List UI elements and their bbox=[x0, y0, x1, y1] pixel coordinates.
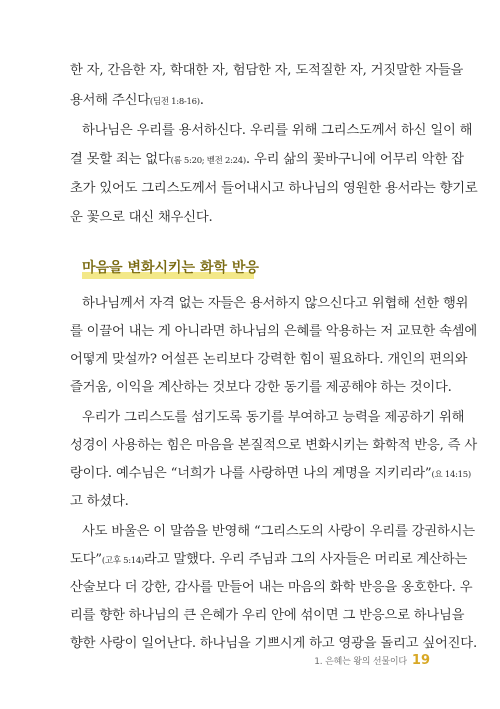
scripture-reference: (고후 5:14) bbox=[101, 556, 145, 566]
paragraph-5-line-5: 향한 사랑이 일어난다. 하나님을 기쁘시게 하고 영광을 돌리고 싶어진다. bbox=[70, 636, 477, 651]
scripture-reference: (롬 5:20; 벧전 2:24) bbox=[170, 156, 246, 166]
paragraph-3-line-2: 를 이끌어 내는 게 아니라면 하나님의 은혜를 악용하는 저 교묘한 속셈에 bbox=[70, 324, 477, 339]
paragraph-3-line-3: 어떻게 맞설까? 어설픈 논리보다 강력한 힘이 필요하다. 개인의 편의와 bbox=[70, 352, 468, 367]
scripture-reference: (요 14:15) bbox=[431, 470, 471, 480]
paragraph-1-line-2-end: . bbox=[199, 93, 204, 108]
page-footer bbox=[314, 650, 430, 669]
paragraph-2-line-2 bbox=[70, 151, 464, 170]
paragraph-5-line-1: 사도 바울은 이 말씀을 반영해 “그리스도의 사랑이 우리를 강권하시는 bbox=[82, 524, 475, 539]
paragraph-5-line-2 bbox=[70, 551, 468, 570]
paragraph-3-line-4: 즐거움, 이익을 계산하는 것보다 강한 동기를 제공해야 하는 것이다. bbox=[70, 380, 452, 395]
paragraph-5-line-2-end: 라고 말했다. 우리 주님과 그의 사자들은 머리로 계산하는 bbox=[144, 552, 468, 567]
paragraph-4-line-3-text: 랑이다. 예수님은 “너희가 나를 사랑하면 나의 계명을 지키리라” bbox=[70, 466, 432, 481]
paragraph-5-line-3: 산술보다 더 강한, 감사를 만들어 내는 마음의 화학 반응을 옹호한다. 우 bbox=[70, 580, 473, 595]
paragraph-3-line-1: 하나님께서 자격 없는 자들은 용서하지 않으신다고 위협해 선한 행위 bbox=[82, 296, 469, 311]
paragraph-1-line-1: 한 자, 간음한 자, 학대한 자, 험담한 자, 도적질한 자, 거짓말한 자들을 bbox=[70, 63, 464, 78]
paragraph-5-line-2-text: 도다” bbox=[70, 552, 102, 567]
paragraph-4-line-4: 고 하셨다. bbox=[70, 494, 129, 509]
paragraph-2-line-2-end: . 우리 삶의 꽃바구니에 어무리 악한 잡 bbox=[245, 152, 464, 167]
scripture-reference: (딤전 1:8-16) bbox=[149, 97, 200, 107]
paragraph-4-line-3 bbox=[70, 465, 471, 484]
paragraph-2-line-1: 하나님은 우리를 용서하신다. 우리를 위해 그리스도께서 하신 일이 해 bbox=[82, 123, 473, 138]
paragraph-1-line-2-text: 용서해 주신다 bbox=[70, 93, 150, 108]
paragraph-2-line-3: 초가 있어도 그리스도께서 들어내시고 하나님의 영원한 용서라는 향기로 bbox=[70, 181, 478, 196]
paragraph-2-line-4: 운 꽃으로 대신 채우신다. bbox=[70, 210, 213, 225]
paragraph-5-line-4: 리를 향한 하나님의 큰 은혜가 우리 안에 섞이면 그 반응으로 하나님을 bbox=[70, 608, 465, 623]
paragraph-4-line-2: 성경이 사용하는 힘은 마음을 본질적으로 변화시키는 화학적 반응, 즉 사 bbox=[70, 438, 477, 453]
paragraph-4-line-1: 우리가 그리스도를 섬기도록 동기를 부여하고 능력을 제공하기 위해 bbox=[82, 410, 465, 425]
chapter-title: 1. 은혜는 왕의 선물이다 bbox=[314, 657, 407, 667]
section-heading: 마음을 변화시키는 화학 반응 bbox=[82, 260, 259, 276]
paragraph-2-line-2-text: 결 못할 죄는 없다 bbox=[70, 152, 171, 167]
page-number: 19 bbox=[411, 653, 430, 668]
paragraph-1-line-2 bbox=[70, 92, 458, 111]
